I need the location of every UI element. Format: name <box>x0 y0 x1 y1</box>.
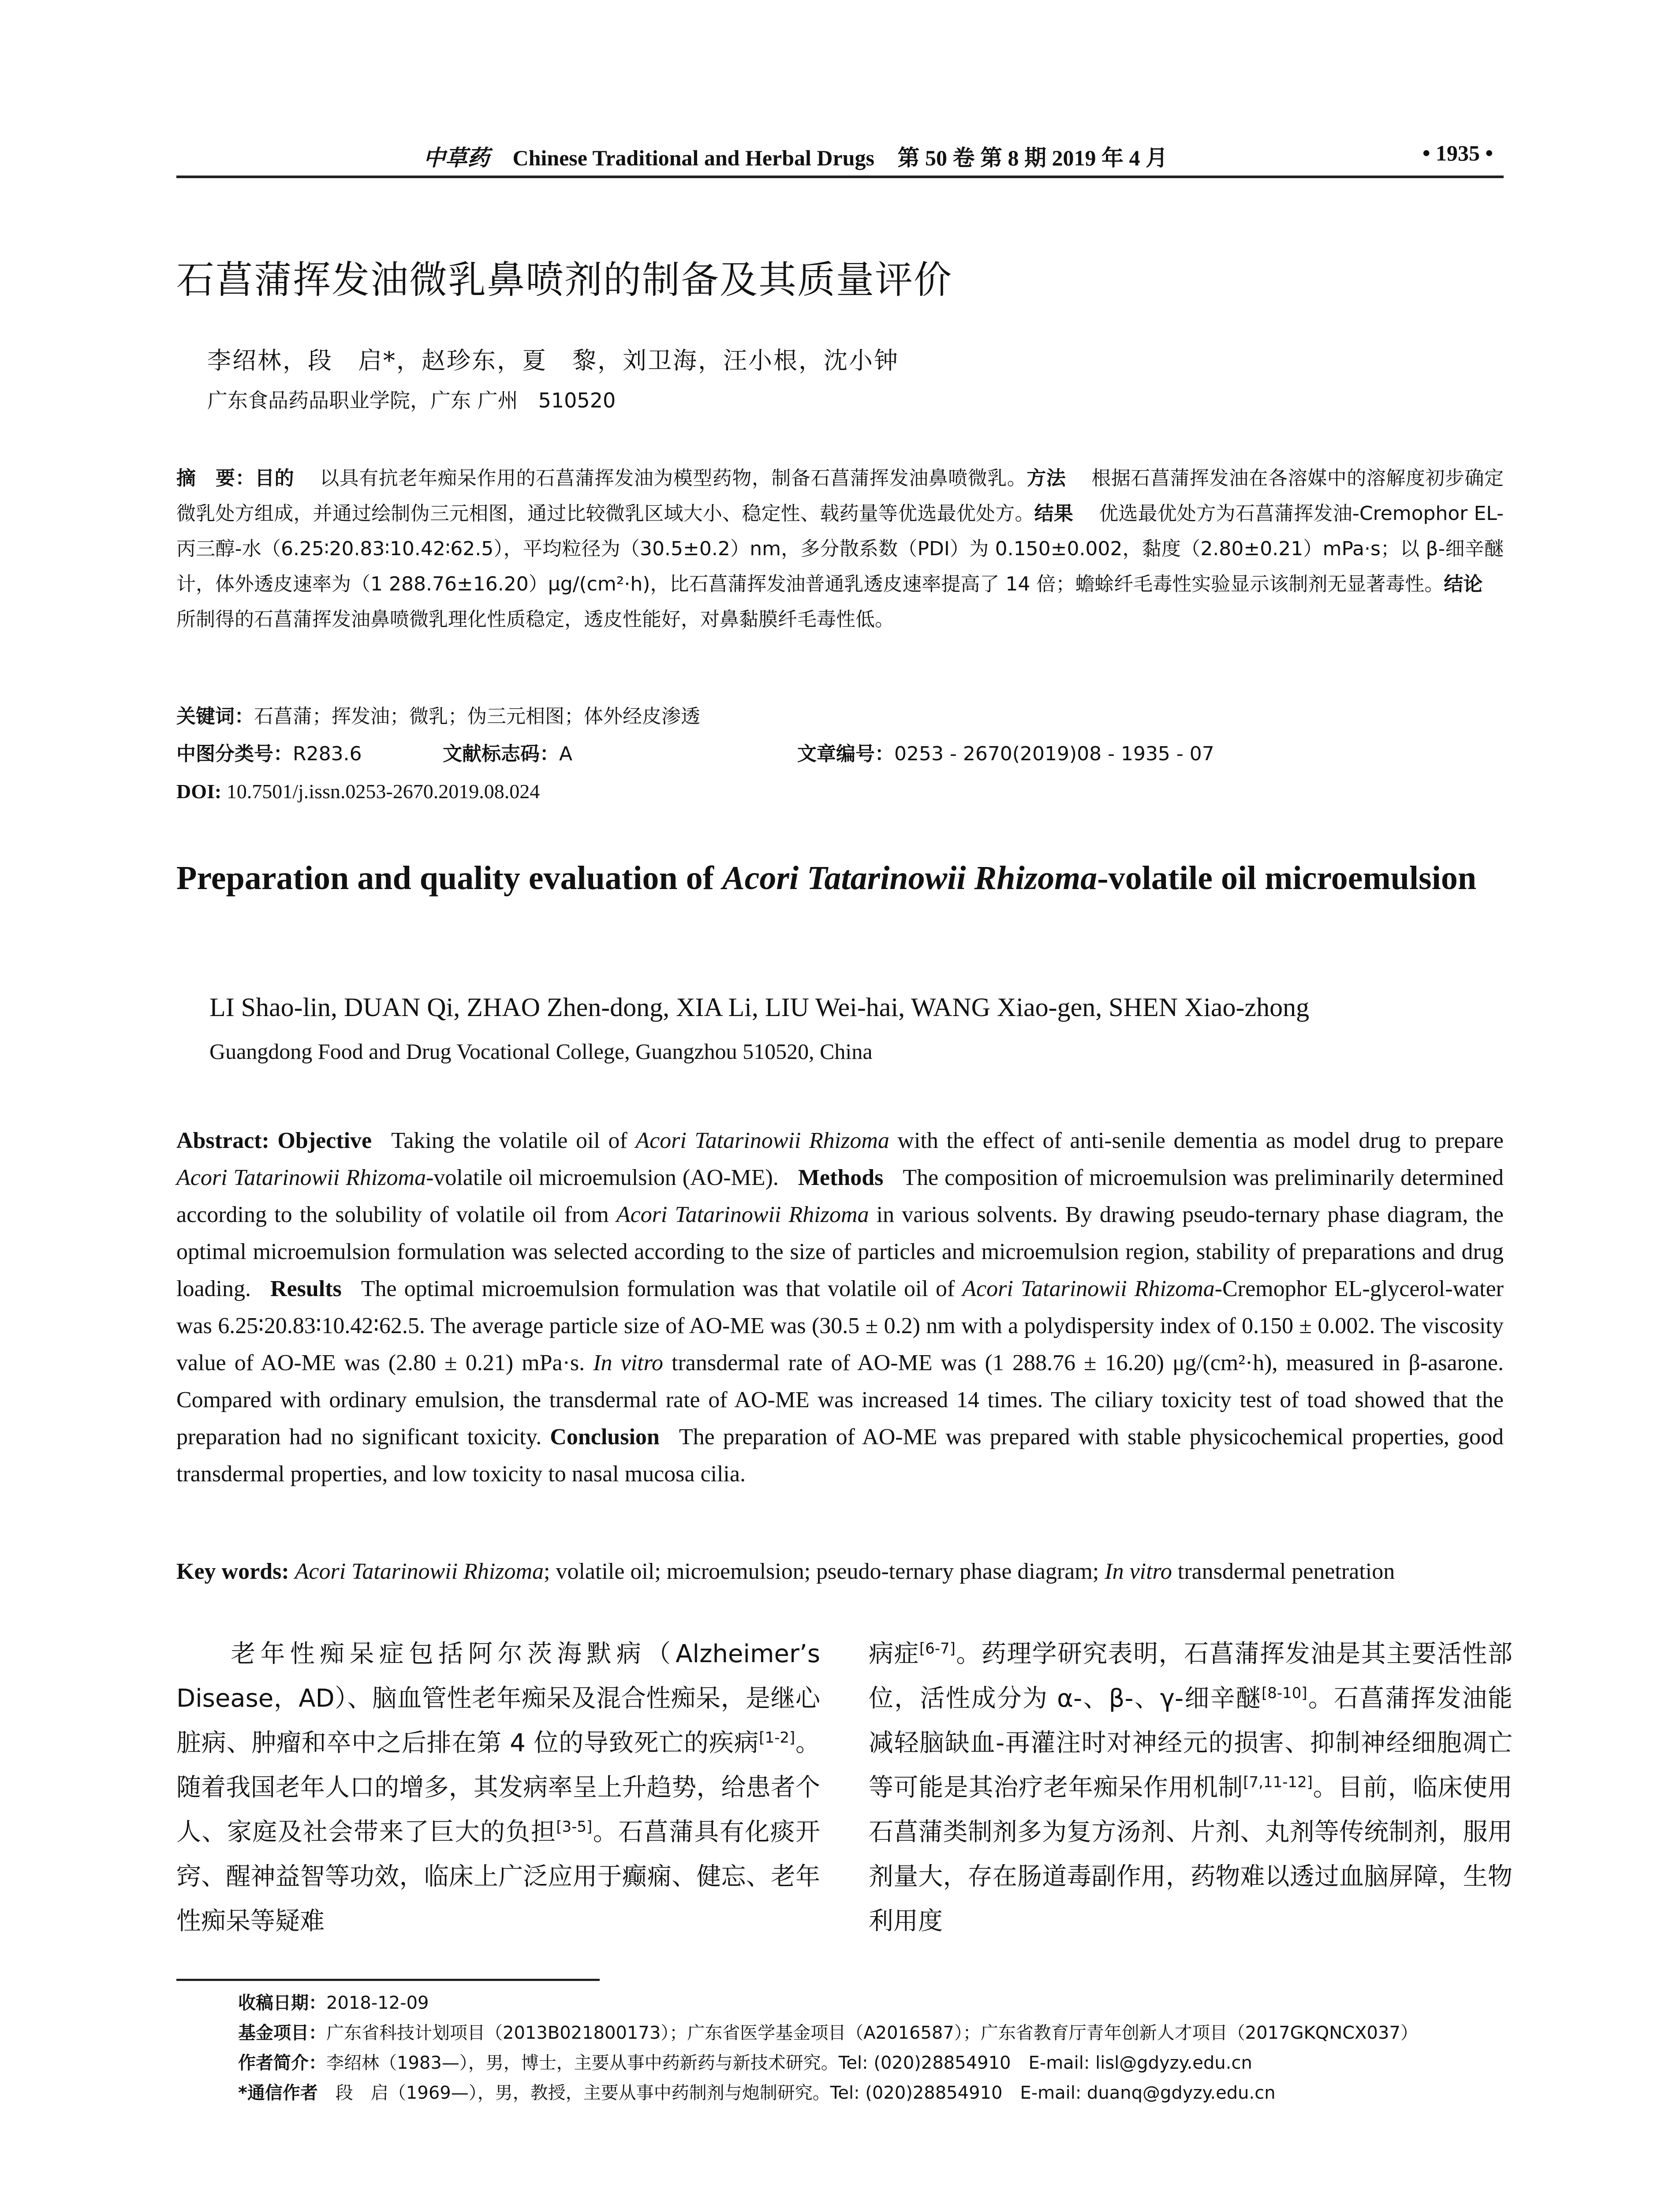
methods-text-en-2: in various solvents. By drawing pseudo-ternary phase diagram, the optimal microemulsion formulation was selected according to the size of particles and microemulsion region, stability of preparations and drug loading. <box>176 1202 1504 1301</box>
body-text: 。随着我国老年人口的增多，其发病率呈上升趋势，给患者个人、家庭及社会带来了巨大的负担 <box>176 1729 820 1846</box>
results-text-en-1: The optimal microemulsion formulation was that volatile oil of <box>361 1276 963 1301</box>
doc-code-value: A <box>559 743 573 765</box>
body-text: 老年性痴呆症包括阿尔茨海默病（Alzheimer’s Disease，AD）、脑血管性老年痴呆及混合性痴呆，是继心脏病、肿瘤和卒中之后排在第 4 位的导致死亡的疾病 <box>176 1640 820 1757</box>
abstract-cn <box>176 461 1504 637</box>
objective-text-cn: 以具有抗老年痴呆作用的石菖蒲挥发油为模型药物，制备石菖蒲挥发油鼻喷微乳。 <box>320 467 1027 490</box>
results-text-en-3: transdermal rate of AO-ME was (1 288.76 ± 16.20) μg/(cm²·h), measured in β-asarone. Compared with ordinary emulsion, the transdermal rate of AO-ME was increased 14 times. The ciliary toxicity test of toad showed that the preparation had no significant toxicity. <box>176 1350 1504 1450</box>
footnote-label: 收稿日期： <box>238 1993 326 2013</box>
in-vitro-italic: In vitro <box>1105 1559 1172 1584</box>
footnote-text: 广东省科技计划项目（2013B021800173）；广东省医学基金项目（A2016587）；广东省教育厅青年创新人才项目（2017GKQNCX037） <box>326 2023 1418 2043</box>
objective-label-en: Objective <box>277 1128 372 1153</box>
body-text: 病症 <box>869 1640 919 1668</box>
doi-label: DOI: <box>176 780 222 803</box>
citation-ref[interactable]: [7,11-12] <box>1243 1773 1313 1791</box>
body-text: 。药理学研究表明，石菖蒲挥发油是其主要活性部位，活性成分为 α-、β-、γ-细辛醚 <box>869 1640 1512 1713</box>
journal-logo: 中草药 <box>423 145 489 171</box>
herb-name-italic: Acori Tatarinowii Rhizoma <box>635 1128 889 1153</box>
herb-name-italic: Acori Tatarinowii Rhizoma <box>962 1276 1215 1301</box>
footnote-text: 段 启（1969—），男，教授，主要从事中药制剂与炮制研究。Tel: (020)28854910 E-mail: duanq@gdyzy.edu.cn <box>335 2083 1276 2103</box>
journal-issue: 第 50 卷 第 8 期 2019 年 4 月 <box>897 146 1168 170</box>
herb-name-italic: Acori Tatarinowii Rhizoma <box>616 1202 869 1227</box>
conclusion-label-cn: 结论 <box>1444 573 1483 595</box>
footnote-text: 李绍林（1983—），男，博士，主要从事中药新药与新技术研究。Tel: (020)28854910 E-mail: lisl@gdyzy.edu.cn <box>326 2053 1252 2073</box>
body-column-left <box>176 1632 820 1943</box>
article-title-en <box>176 853 1504 903</box>
abstract-label-cn: 摘 要： <box>176 467 255 490</box>
keywords-en <box>176 1553 1504 1590</box>
citation-ref[interactable]: [1-2] <box>759 1729 795 1747</box>
conclusion-text-cn: 所制得的石菖蒲挥发油鼻喷微乳理化性质稳定，透皮性能好，对鼻黏膜纤毛毒性低。 <box>176 608 894 631</box>
affiliation-en: Guangdong Food and Drug Vocational College, Guangzhou 510520, China <box>209 1039 873 1064</box>
methods-text-cn: 根据石菖蒲挥发油在各溶媒中的溶解度初步确定微乳处方组成，并通过绘制伪三元相图，通过比较微乳区域大小、稳定性、载药量等优选最优处方。 <box>176 467 1504 525</box>
title-en-herb: Acori Tatarinowii Rhizoma <box>722 860 1098 897</box>
doi-line <box>176 774 1504 809</box>
author-list-en: LI Shao-lin, DUAN Qi, ZHAO Zhen-dong, XIA Li, LIU Wei-hai, WANG Xiao-gen, SHEN Xiao-zhong <box>209 993 1310 1022</box>
objective-text-en-1: Taking the volatile oil of <box>391 1128 636 1153</box>
results-text-en-2: -Cremophor EL-glycerol-water was 6.25∶20.83∶10.42∶62.5. The average particle size of AO-ME was (30.5 ± 0.2) nm with a polydispersity index of 0.150 ± 0.002. The viscosity value of AO-ME was (2.80 ± 0.21) mPa·s. <box>176 1276 1504 1375</box>
doc-code-label: 文献标志码： <box>443 743 559 765</box>
journal-name-en: Chinese Traditional and Herbal Drugs <box>512 146 874 170</box>
footnote-author <box>238 2048 1504 2078</box>
keywords-label-cn: 关键词： <box>176 705 254 728</box>
footnote-corresponding <box>238 2078 1504 2108</box>
article-no-value: 0253 - 2670(2019)08 - 1935 - 07 <box>894 743 1214 765</box>
article-title-cn: 石菖蒲挥发油微乳鼻喷剂的制备及其质量评价 <box>176 258 952 302</box>
abstract-label-en: Abstract: <box>176 1128 269 1153</box>
objective-label-cn: 目的 <box>255 467 295 490</box>
keywords-text-en-1: ; volatile oil; microemulsion; pseudo-ternary phase diagram; <box>544 1559 1105 1584</box>
keywords-label-en: Key words: <box>176 1559 289 1584</box>
methods-label-en: Methods <box>798 1165 884 1190</box>
body-text: 。石菖蒲挥发油能减轻脑缺血-再灌注时对神经元的损害、抑制神经细胞凋亡等可能是其治疗老年痴呆作用机制 <box>869 1684 1512 1802</box>
footnote-fund <box>238 2018 1504 2048</box>
affiliation-cn: 广东食品药品职业学院，广东 广州 510520 <box>207 389 616 412</box>
citation-ref[interactable]: [3-5] <box>556 1818 593 1836</box>
body-text: 。石菖蒲具有化痰开窍、醒神益智等功效，临床上广泛应用于癫痫、健忘、老年性痴呆等疑难 <box>176 1818 821 1936</box>
footnote-received <box>238 1988 1504 2018</box>
class-label: 中图分类号： <box>176 743 293 765</box>
results-label-en: Results <box>270 1276 342 1301</box>
results-text-cn: 优选最优处方为石菖蒲挥发油-Cremophor EL-丙三醇-水（6.25∶20.83∶10.42∶62.5），平均粒径为（30.5±0.2）nm，多分散系数（PDI）为 0.150±0.002，黏度（2.80±0.21）mPa·s；以 β-细辛醚计，体外透皮速率为（1 288.76±16.20）μg/(cm²·h)，比石菖蒲挥发油普通乳透皮速率提高了 14 倍；蟾蜍纤毛毒性实验显示该制剂无显著毒性。 <box>176 502 1504 595</box>
footnotes <box>238 1988 1504 2108</box>
title-en-prefix: Preparation and quality evaluation of <box>176 860 722 897</box>
objective-text-en-2: with the effect of anti-senile dementia as model drug to prepare <box>889 1128 1504 1153</box>
body-text: 。目前，临床使用石菖蒲类制剂多为复方汤剂、片剂、丸剂等传统制剂，服用剂量大，存在肠道毒副作用，药物难以透过血脑屏障，生物利用度 <box>869 1773 1513 1936</box>
title-en-suffix: -volatile oil microemulsion <box>1097 860 1477 897</box>
keywords-text-cn: 石菖蒲；挥发油；微乳；伪三元相图；体外经皮渗透 <box>254 705 700 728</box>
body-column-right <box>869 1632 1512 1943</box>
class-value: R283.6 <box>293 743 362 765</box>
footnote-label: 基金项目： <box>238 2023 326 2043</box>
citation-ref[interactable]: [6-7] <box>919 1640 956 1658</box>
author-list-cn: 李绍林，段 启*，赵珍东，夏 黎，刘卫海，汪小根，沈小钟 <box>207 347 899 374</box>
footnote-divider <box>176 1979 600 1981</box>
in-vitro-italic: In vitro <box>593 1350 663 1375</box>
herb-name-italic: Acori Tatarinowii Rhizoma <box>295 1559 544 1584</box>
abstract-en <box>176 1122 1504 1493</box>
results-label-cn: 结果 <box>1034 502 1074 525</box>
running-header <box>176 140 1504 178</box>
keywords-text-en-2: transdermal penetration <box>1172 1559 1395 1584</box>
keywords-cn <box>176 699 1504 734</box>
page-number: • 1935 • <box>1422 141 1493 165</box>
citation-ref[interactable]: [8-10] <box>1261 1684 1307 1702</box>
conclusion-label-en: Conclusion <box>550 1424 660 1450</box>
methods-label-cn: 方法 <box>1027 467 1066 490</box>
footnote-text: 2018-12-09 <box>326 1993 429 2013</box>
classification-line <box>176 736 1504 772</box>
methods-text-en-1: The composition of microemulsion was preliminarily determined according to the solubility of volatile oil from <box>176 1165 1504 1227</box>
footnote-label: 作者简介： <box>238 2053 326 2073</box>
conclusion-text-en: The preparation of AO-ME was prepared with stable physicochemical properties, good transdermal properties, and low toxicity to nasal mucosa cilia. <box>176 1424 1504 1487</box>
objective-text-en-3: -volatile oil microemulsion (AO-ME). <box>426 1165 779 1190</box>
herb-name-italic: Acori Tatarinowii Rhizoma <box>176 1165 426 1190</box>
journal-line <box>423 140 1168 172</box>
footnote-label: *通信作者 <box>238 2083 318 2103</box>
article-no-label: 文章编号： <box>797 743 894 765</box>
doi-value: 10.7501/j.issn.0253-2670.2019.08.024 <box>226 780 540 803</box>
